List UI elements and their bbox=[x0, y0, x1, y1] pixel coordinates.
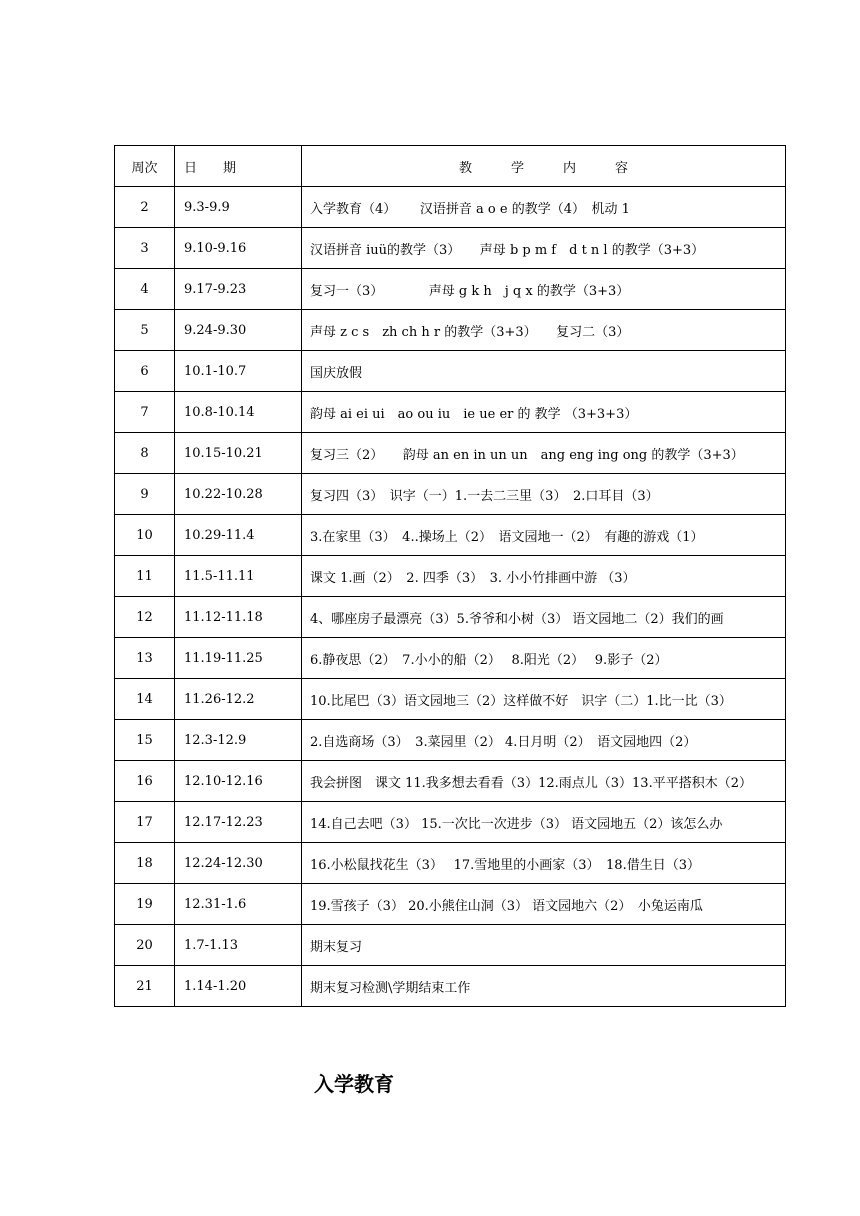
table-row bbox=[115, 474, 786, 515]
date-cell: 11.26-12.2 bbox=[175, 679, 302, 720]
content-cell: 10.比尾巴（3）语文园地三（2）这样做不好 识字（二）1.比一比（3） bbox=[302, 679, 786, 720]
content-cell: 6.静夜思（2） 7.小小的船（2） 8.阳光（2） 9.影子（2） bbox=[302, 638, 786, 679]
table-row bbox=[115, 433, 786, 474]
date-cell: 12.3-12.9 bbox=[175, 720, 302, 761]
content-cell: 课文 1.画（2） 2. 四季（3） 3. 小小竹排画中游 （3） bbox=[302, 556, 786, 597]
content-cell: 复习四（3） 识字（一）1.一去二三里（3） 2.口耳目（3） bbox=[302, 474, 786, 515]
week-cell: 9 bbox=[115, 474, 175, 515]
week-cell: 16 bbox=[115, 761, 175, 802]
table-row bbox=[115, 761, 786, 802]
week-cell: 3 bbox=[115, 228, 175, 269]
week-cell: 5 bbox=[115, 310, 175, 351]
week-cell: 2 bbox=[115, 187, 175, 228]
table-row bbox=[115, 228, 786, 269]
date-cell: 12.10-12.16 bbox=[175, 761, 302, 802]
table-row bbox=[115, 638, 786, 679]
table-row bbox=[115, 925, 786, 966]
header-week: 周次 bbox=[115, 146, 175, 187]
date-cell: 12.17-12.23 bbox=[175, 802, 302, 843]
week-cell: 12 bbox=[115, 597, 175, 638]
content-cell: 韵母 ai ei ui ao ou iu ie ue er 的 教学 （3+3+3） bbox=[302, 392, 786, 433]
content-cell: 14.自己去吧（3） 15.一次比一次进步（3） 语文园地五（2）该怎么办 bbox=[302, 802, 786, 843]
content-cell: 4、哪座房子最漂亮（3）5.爷爷和小树（3） 语文园地二（2）我们的画 bbox=[302, 597, 786, 638]
date-cell: 10.8-10.14 bbox=[175, 392, 302, 433]
content-cell: 汉语拼音 iuü的教学（3） 声母 b p m f d t n l 的教学（3+3） bbox=[302, 228, 786, 269]
date-cell: 11.19-11.25 bbox=[175, 638, 302, 679]
week-cell: 8 bbox=[115, 433, 175, 474]
content-cell: 期末复习 bbox=[302, 925, 786, 966]
content-cell: 声母 z c s zh ch h r 的教学（3+3） 复习二（3） bbox=[302, 310, 786, 351]
date-cell: 11.5-11.11 bbox=[175, 556, 302, 597]
date-cell: 9.24-9.30 bbox=[175, 310, 302, 351]
table-header-row bbox=[115, 146, 786, 187]
week-cell: 21 bbox=[115, 966, 175, 1007]
date-cell: 9.10-9.16 bbox=[175, 228, 302, 269]
table-row bbox=[115, 966, 786, 1007]
table-row bbox=[115, 720, 786, 761]
date-cell: 10.29-11.4 bbox=[175, 515, 302, 556]
week-cell: 15 bbox=[115, 720, 175, 761]
content-cell: 期末复习检测\学期结束工作 bbox=[302, 966, 786, 1007]
week-cell: 20 bbox=[115, 925, 175, 966]
content-cell: 入学教育（4） 汉语拼音 a o e 的教学（4） 机动 1 bbox=[302, 187, 786, 228]
date-cell: 9.17-9.23 bbox=[175, 269, 302, 310]
table-row bbox=[115, 556, 786, 597]
table-row bbox=[115, 597, 786, 638]
week-cell: 18 bbox=[115, 843, 175, 884]
table-row bbox=[115, 802, 786, 843]
week-cell: 11 bbox=[115, 556, 175, 597]
date-cell: 9.3-9.9 bbox=[175, 187, 302, 228]
content-cell: 我会拼图 课文 11.我多想去看看（3）12.雨点儿（3）13.平平搭积木（2） bbox=[302, 761, 786, 802]
date-cell: 10.1-10.7 bbox=[175, 351, 302, 392]
week-cell: 19 bbox=[115, 884, 175, 925]
table-row bbox=[115, 515, 786, 556]
content-cell: 16.小松鼠找花生（3） 17.雪地里的小画家（3） 18.借生日（3） bbox=[302, 843, 786, 884]
table-row bbox=[115, 679, 786, 720]
week-cell: 4 bbox=[115, 269, 175, 310]
content-cell: 2.自选商场（3） 3.菜园里（2） 4.日月明（2） 语文园地四（2） bbox=[302, 720, 786, 761]
week-cell: 14 bbox=[115, 679, 175, 720]
content-cell: 国庆放假 bbox=[302, 351, 786, 392]
week-cell: 6 bbox=[115, 351, 175, 392]
date-cell: 10.15-10.21 bbox=[175, 433, 302, 474]
header-content: 教 学 内 容 bbox=[302, 146, 786, 187]
teaching-schedule-table bbox=[114, 145, 786, 1007]
content-cell: 3.在家里（3） 4..操场上（2） 语文园地一（2） 有趣的游戏（1） bbox=[302, 515, 786, 556]
table-body bbox=[115, 187, 786, 1007]
date-cell: 11.12-11.18 bbox=[175, 597, 302, 638]
table-row bbox=[115, 392, 786, 433]
week-cell: 17 bbox=[115, 802, 175, 843]
week-cell: 13 bbox=[115, 638, 175, 679]
date-cell: 12.24-12.30 bbox=[175, 843, 302, 884]
date-cell: 1.14-1.20 bbox=[175, 966, 302, 1007]
content-cell: 复习一（3） 声母 g k h j q x 的教学（3+3） bbox=[302, 269, 786, 310]
content-cell: 复习三（2） 韵母 an en in un un ang eng ing ong 的教学（3+3） bbox=[302, 433, 786, 474]
header-date: 日 期 bbox=[175, 146, 302, 187]
date-cell: 10.22-10.28 bbox=[175, 474, 302, 515]
content-cell: 19.雪孩子（3） 20.小熊住山洞（3） 语文园地六（2） 小兔运南瓜 bbox=[302, 884, 786, 925]
table-row bbox=[115, 884, 786, 925]
date-cell: 12.31-1.6 bbox=[175, 884, 302, 925]
table-row bbox=[115, 310, 786, 351]
table-row bbox=[115, 269, 786, 310]
table-row bbox=[115, 843, 786, 884]
table-row bbox=[115, 187, 786, 228]
table-row bbox=[115, 351, 786, 392]
date-cell: 1.7-1.13 bbox=[175, 925, 302, 966]
section-title: 入学教育 bbox=[314, 1072, 394, 1096]
week-cell: 7 bbox=[115, 392, 175, 433]
week-cell: 10 bbox=[115, 515, 175, 556]
